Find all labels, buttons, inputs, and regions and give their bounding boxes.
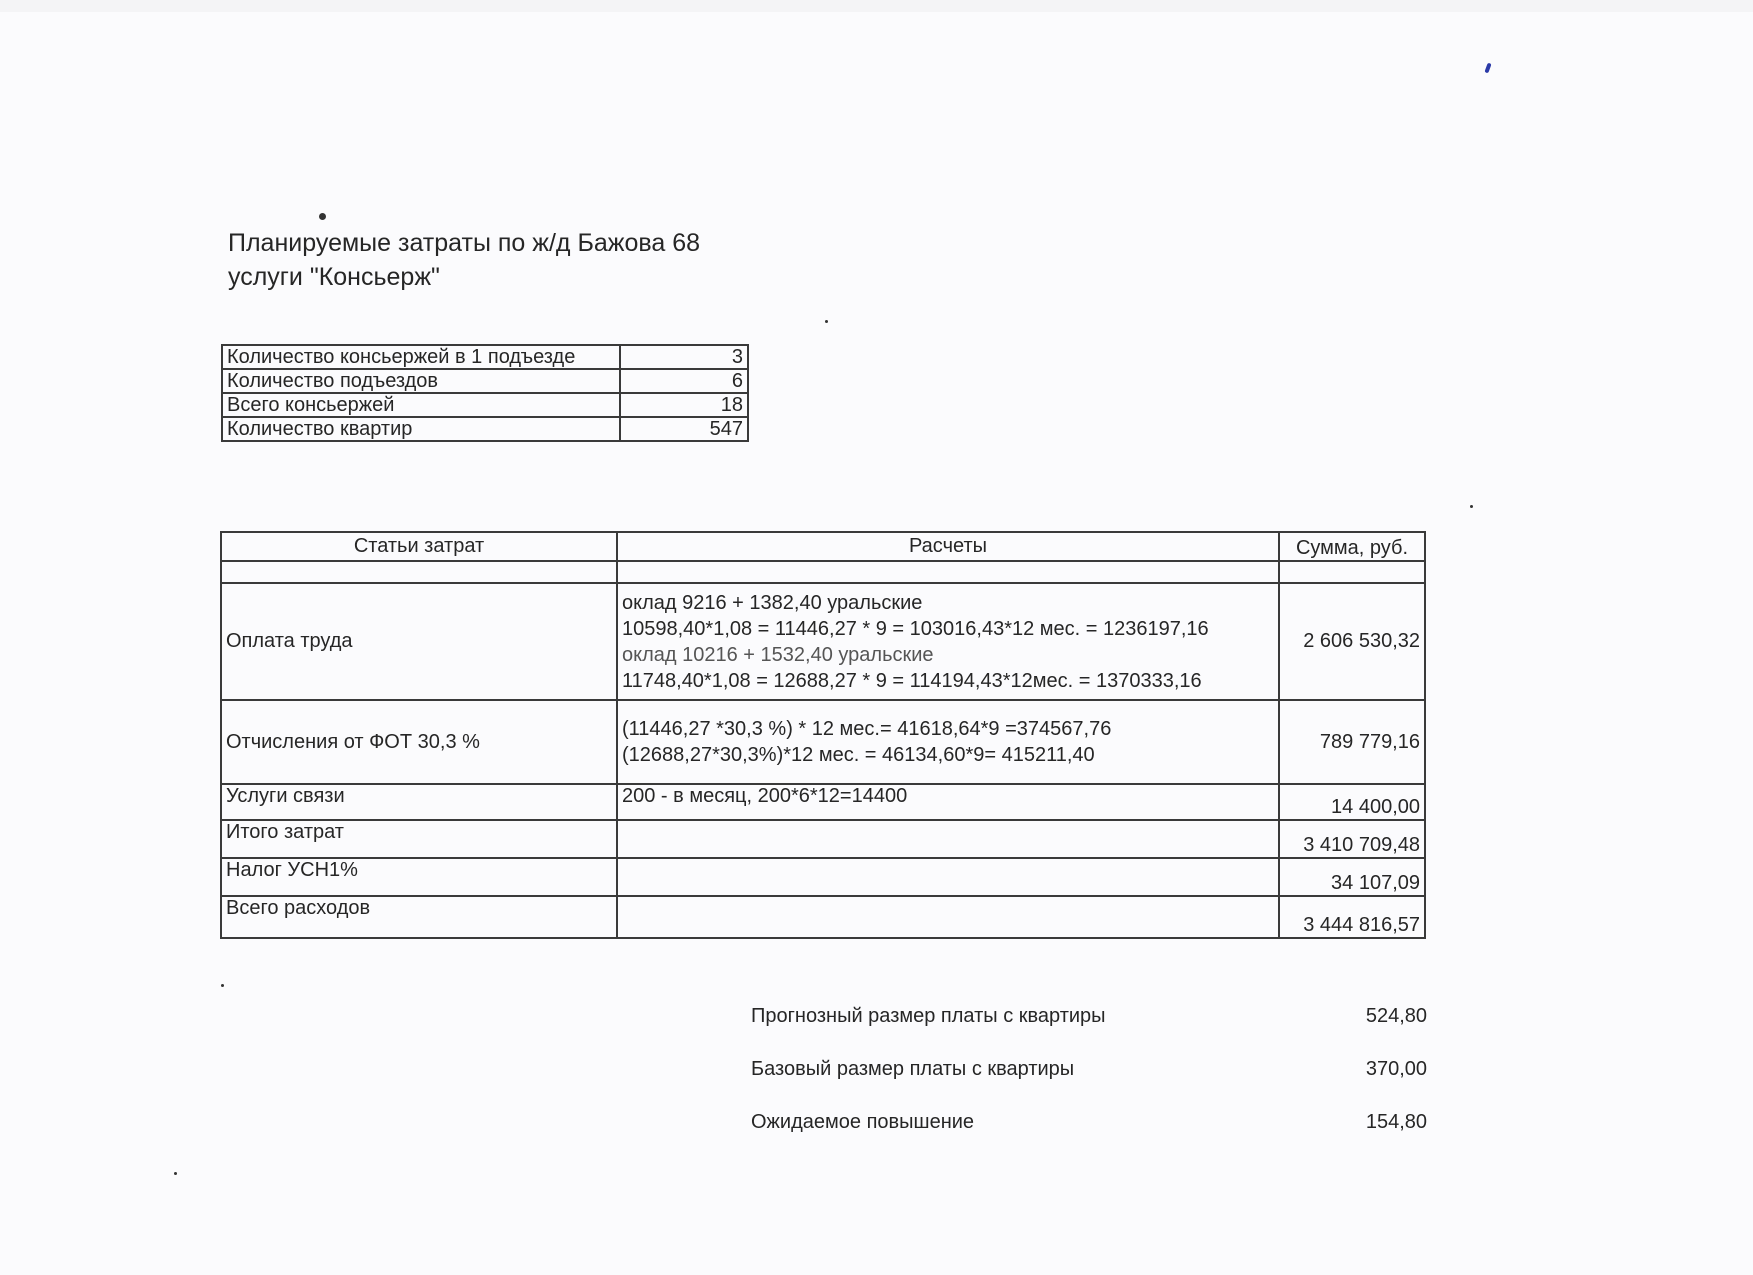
cost-item: Оплата труда — [221, 583, 617, 700]
summary-label: Количество квартир — [222, 417, 620, 441]
cost-sum: 2 606 530,32 — [1279, 583, 1425, 700]
table-row — [221, 896, 1425, 938]
table-row — [221, 583, 1425, 700]
summary-value: 18 — [620, 393, 748, 417]
summary-label: Количество консьержей в 1 подъезде — [222, 345, 620, 369]
header-calc: Расчеты — [617, 532, 1279, 561]
calc-line: (12688,27*30,3%)*12 мес. = 46134,60*9= 415211,40 — [622, 744, 1095, 766]
payment-value: 154,80 — [1365, 1111, 1427, 1133]
blank-cell — [221, 561, 617, 583]
document-title — [228, 226, 700, 294]
summary-value: 6 — [620, 369, 748, 393]
table-row — [221, 820, 1425, 858]
payment-summary — [751, 1005, 1427, 1164]
payment-row — [751, 1005, 1427, 1058]
cost-item: Итого затрат — [221, 820, 617, 858]
summary-value: 547 — [620, 417, 748, 441]
scan-speck — [174, 1172, 177, 1175]
summary-label: Количество подъездов — [222, 369, 620, 393]
payment-value: 524,80 — [1365, 1005, 1427, 1027]
scan-speck — [1470, 505, 1473, 508]
cost-calc — [617, 820, 1279, 858]
cost-calc: 200 - в месяц, 200*6*12=14400 — [617, 784, 1279, 820]
payment-value: 370,00 — [1365, 1058, 1427, 1080]
costs-table — [220, 531, 1426, 939]
calc-line: (11446,27 *30,3 %) * 12 мес.= 41618,64*9 =374567,76 — [622, 718, 1112, 740]
cost-calc — [617, 583, 1279, 700]
payment-label: Базовый размер платы с квартиры — [751, 1058, 1075, 1080]
scan-speck — [221, 984, 224, 987]
blank-cell — [617, 561, 1279, 583]
cost-calc — [617, 858, 1279, 896]
cost-sum: 3 444 816,57 — [1279, 896, 1425, 938]
table-row — [222, 417, 748, 441]
payment-row — [751, 1111, 1427, 1164]
title-line-2: услуги "Консьерж" — [228, 263, 440, 291]
table-row — [222, 393, 748, 417]
table-row — [221, 700, 1425, 784]
table-header-row — [221, 532, 1425, 561]
cost-item: Всего расходов — [221, 896, 617, 938]
header-sum: Сумма, руб. — [1279, 532, 1425, 561]
calc-line: 11748,40*1,08 = 12688,27 * 9 = 114194,43*12мес. = 1370333,16 — [622, 669, 1202, 692]
calc-line: оклад 10216 + 1532,40 уральские — [622, 643, 934, 666]
table-row — [221, 784, 1425, 820]
payment-label: Прогнозный размер платы с квартиры — [751, 1005, 1106, 1027]
cost-item: Услуги связи — [221, 784, 617, 820]
payment-row — [751, 1058, 1427, 1111]
blank-cell — [1279, 561, 1425, 583]
title-line-1: Планируемые затраты по ж/д Бажова 68 — [228, 229, 701, 257]
cost-sum: 789 779,16 — [1279, 700, 1425, 784]
payment-label: Ожидаемое повышение — [751, 1111, 975, 1133]
cost-calc — [617, 896, 1279, 938]
table-row — [222, 345, 748, 369]
cost-sum: 34 107,09 — [1279, 858, 1425, 896]
calc-line: 10598,40*1,08 = 11446,27 * 9 = 103016,43*12 мес. = 1236197,16 — [622, 617, 1209, 640]
scan-speck — [825, 320, 828, 323]
table-row — [221, 858, 1425, 896]
cost-sum: 14 400,00 — [1279, 784, 1425, 820]
blank-row — [221, 561, 1425, 583]
summary-label: Всего консьержей — [222, 393, 620, 417]
summary-value: 3 — [620, 345, 748, 369]
calc-line: оклад 9216 + 1382,40 уральские — [622, 591, 923, 614]
cost-calc — [617, 700, 1279, 784]
header-item: Статьи затрат — [221, 532, 617, 561]
table-row — [222, 369, 748, 393]
cost-item: Налог УСН1% — [221, 858, 617, 896]
summary-table — [221, 344, 749, 442]
cost-item: Отчисления от ФОТ 30,3 % — [221, 700, 617, 784]
cost-sum: 3 410 709,48 — [1279, 820, 1425, 858]
scan-speck — [319, 213, 326, 220]
